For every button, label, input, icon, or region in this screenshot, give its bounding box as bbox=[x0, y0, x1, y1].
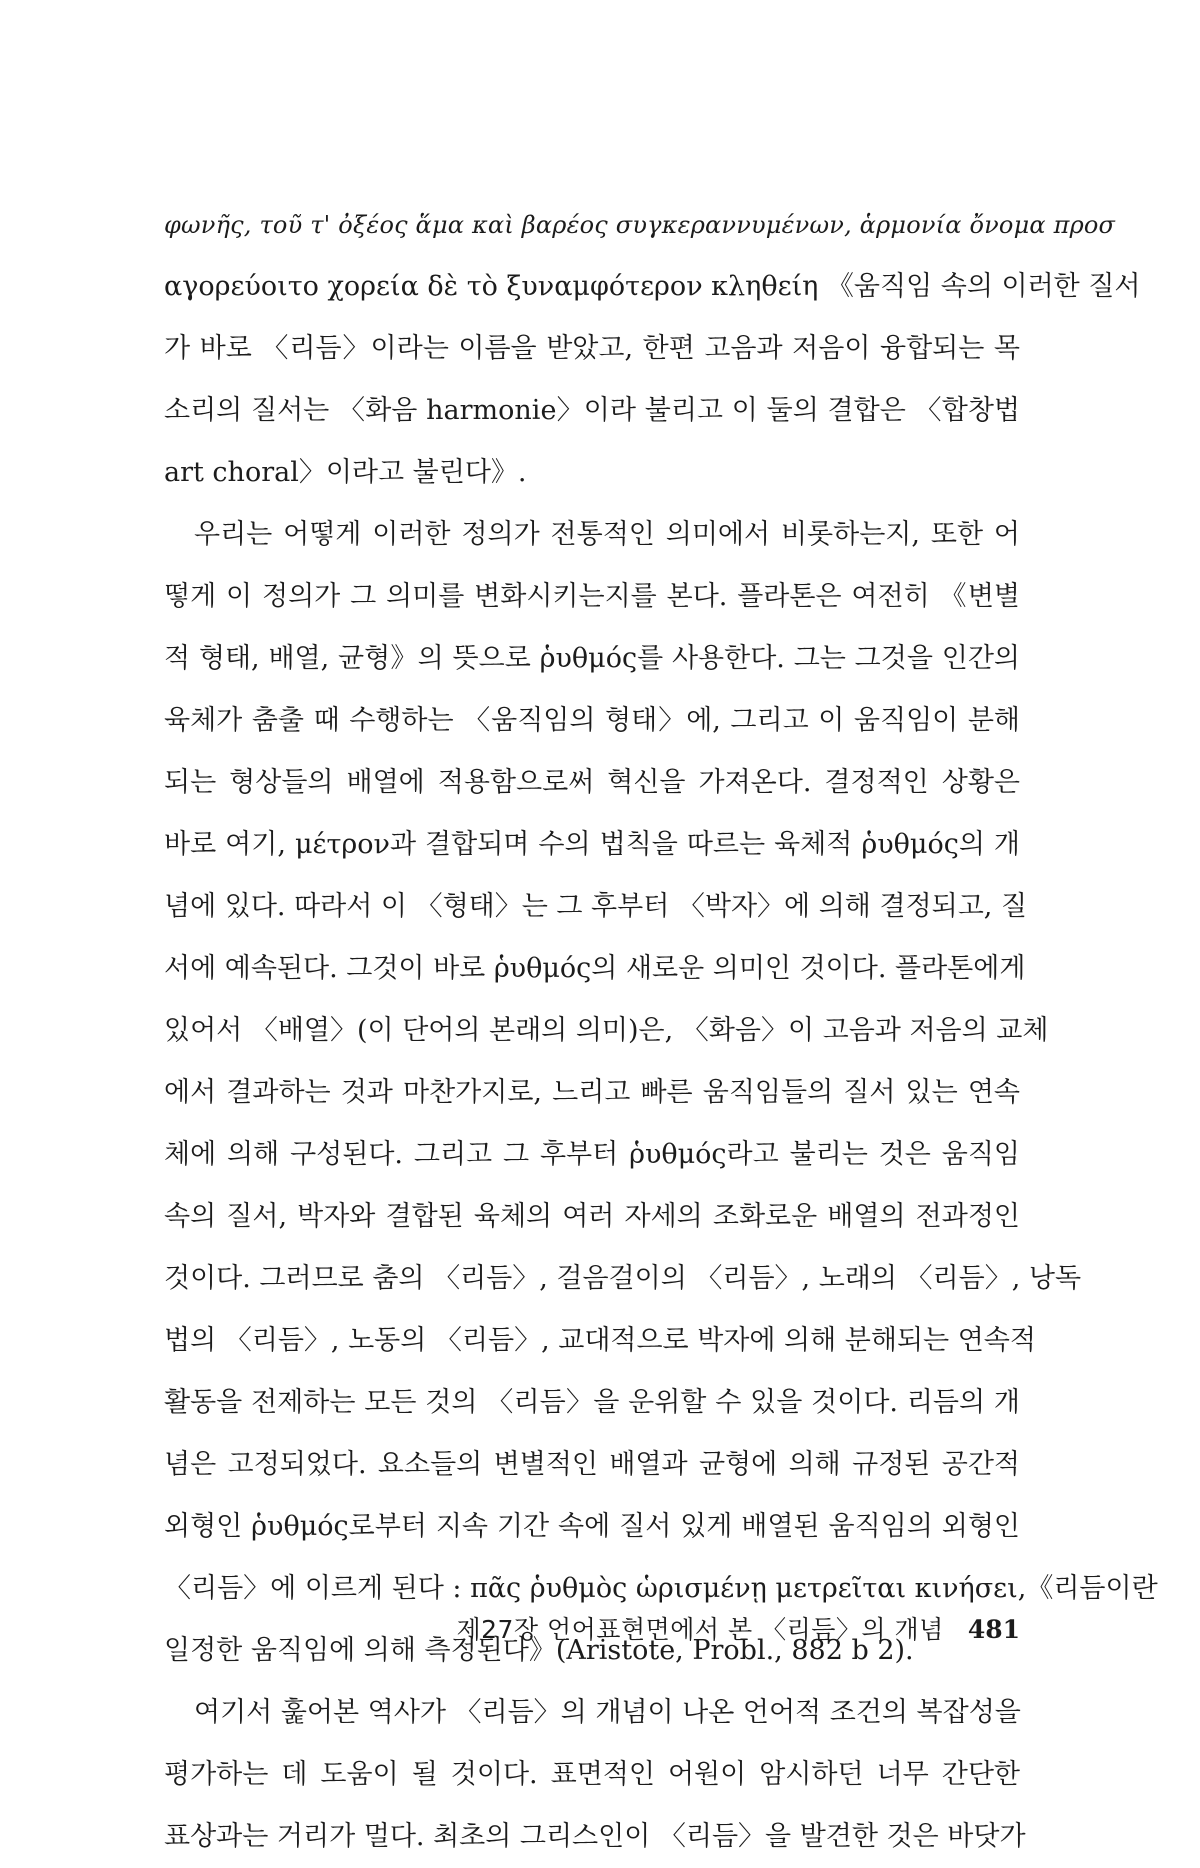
page-number: 481 bbox=[967, 1615, 1020, 1644]
text-line: 떻게 이 정의가 그 의미를 변화시키는지를 본다. 플라톤은 여전히 《변별 bbox=[164, 581, 1020, 612]
text-line: 적 형태, 배열, 균형》의 뜻으로 ῥυθμός를 사용한다. 그는 그것을 인간의 bbox=[164, 643, 1020, 674]
text-line: 되는 형상들의 배열에 적용함으로써 혁신을 가져온다. 결정적인 상황은 bbox=[164, 767, 1020, 798]
text-line: 속의 질서, 박자와 결합된 육체의 여러 자세의 조화로운 배열의 전과정인 bbox=[164, 1201, 1020, 1232]
text-line: φωνῆς, τοῦ τ' ὀξέος ἅμα καὶ βαρέος συγκεραννυμένων, ἁρμονία ὄνομα προσ bbox=[164, 211, 1116, 239]
text-line: 에서 결과하는 것과 마찬가지로, 느리고 빠른 움직임들의 질서 있는 연속 bbox=[164, 1077, 1020, 1108]
text-line: 바로 여기, μέτρον과 결합되며 수의 법칙을 따르는 육체적 ῥυθμός의 개 bbox=[164, 829, 1020, 860]
text-line: 서에 예속된다. 그것이 바로 ῥυθμός의 새로운 의미인 것이다. 플라톤에게 bbox=[164, 953, 1026, 984]
text-line: 우리는 어떻게 이러한 정의가 전통적인 의미에서 비롯하는지, 또한 어 bbox=[194, 519, 1020, 550]
text-line: 육체가 춤출 때 수행하는 〈움직임의 형태〉에, 그리고 이 움직임이 분해 bbox=[164, 705, 1020, 736]
text-line: 있어서 〈배열〉(이 단어의 본래의 의미)은, 〈화음〉이 고음과 저음의 교체 bbox=[164, 1015, 1049, 1046]
text-line: 〈리듬〉에 이르게 된다 : πᾶς ῥυθμὸς ὡρισμένῃ μετρεῖται κινήσει,《리듬이란 bbox=[164, 1573, 1158, 1604]
text-line: 체에 의해 구성된다. 그리고 그 후부터 ῥυθμός라고 불리는 것은 움직임 bbox=[164, 1139, 1020, 1170]
text-line: αγορεύοιτο χορεία δὲ τὸ ξυναμφότερον κληθείη 《움직임 속의 이러한 질서 bbox=[164, 271, 1141, 302]
paragraph-1 bbox=[164, 194, 1141, 504]
text-line: 소리의 질서는 〈화음 harmonie〉이라 불리고 이 둘의 결합은 〈합창법 bbox=[164, 395, 1020, 426]
text-line: 념에 있다. 따라서 이 〈형태〉는 그 후부터 〈박자〉에 의해 결정되고, 질 bbox=[164, 891, 1028, 922]
text-line: 일정한 움직임에 의해 측정된다》(Aristote, Probl., 882 b 2). bbox=[164, 1635, 914, 1666]
running-footer bbox=[164, 1610, 1020, 1650]
chapter-title: 제27장 언어표현면에서 본 〈리듬〉의 개념 bbox=[456, 1615, 944, 1644]
text-line: 법의 〈리듬〉, 노동의 〈리듬〉, 교대적으로 박자에 의해 분해되는 연속적 bbox=[164, 1325, 1036, 1356]
text-line: 가 바로 〈리듬〉이라는 이름을 받았고, 한편 고음과 저음이 융합되는 목 bbox=[164, 333, 1020, 364]
text-line: art choral〉이라고 불린다》. bbox=[164, 457, 527, 488]
paragraph-3 bbox=[164, 1682, 1026, 1868]
text-line: 것이다. 그러므로 춤의 〈리듬〉, 걸음걸이의 〈리듬〉, 노래의 〈리듬〉, 낭독 bbox=[164, 1263, 1082, 1294]
text-line: 여기서 훑어본 역사가 〈리듬〉의 개념이 나온 언어적 조건의 복잡성을 bbox=[194, 1697, 1021, 1728]
text-line: 념은 고정되었다. 요소들의 변별적인 배열과 균형에 의해 규정된 공간적 bbox=[164, 1449, 1020, 1480]
text-line: 표상과는 거리가 멀다. 최초의 그리스인이 〈리듬〉을 발견한 것은 바닷가 bbox=[164, 1821, 1026, 1852]
text-line: 활동을 전제하는 모든 것의 〈리듬〉을 운위할 수 있을 것이다. 리듬의 개 bbox=[164, 1387, 1020, 1418]
text-line: 외형인 ῥυθμός로부터 지속 기간 속에 질서 있게 배열된 움직임의 외형인 bbox=[164, 1511, 1020, 1542]
paragraph-2 bbox=[164, 504, 1158, 1682]
text-line: 평가하는 데 도움이 될 것이다. 표면적인 어원이 암시하던 너무 간단한 bbox=[164, 1759, 1020, 1790]
